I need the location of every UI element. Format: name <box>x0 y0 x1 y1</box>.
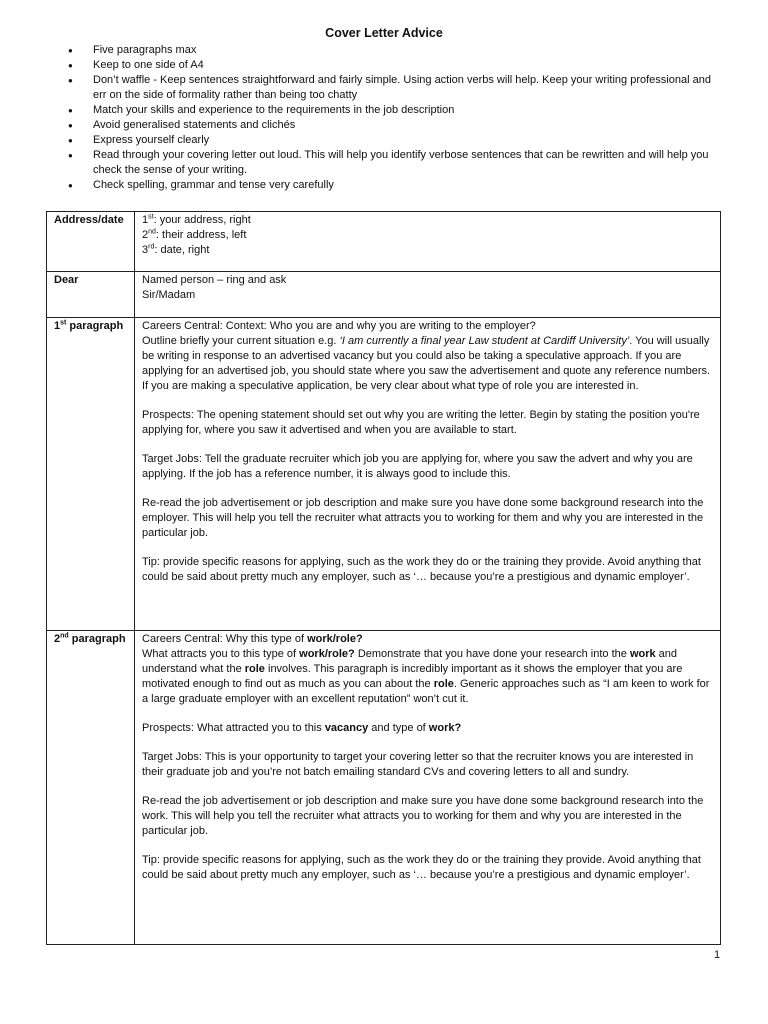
paragraph-2-prospects: Prospects: What attracted you to this vacancy and type of work? <box>142 722 462 734</box>
row-label-paragraph-2: 2nd paragraph <box>47 631 135 945</box>
careers-central-body: Outline briefly your current situation e.g. ‘I am currently a final year Law student at Cardiff University’. You will usually be writing in response to an advertised vacancy but you could also be taking a speculative approach. If you are applying for an advertised job, you should state where you saw the advertisement and quote any reference numbers. If you are making a speculative application, be very clear about what type of role you are interested in. <box>142 335 711 392</box>
table-row-paragraph-2 <box>47 631 721 945</box>
paragraph-1-reread: Re-read the job advertisement or job description and make sure you have done some background research into the employer. This will help you tell the recruiter what attracts you to working for them and why you are interested in the particular job. <box>142 497 704 539</box>
row-label-dear: Dear <box>47 272 135 318</box>
paragraph-2-cell <box>135 631 721 945</box>
list-item: ● Keep to one side of A4 <box>68 58 718 73</box>
page-title: Cover Letter Advice <box>325 26 443 40</box>
paragraph-1-target-jobs: Target Jobs: Tell the graduate recruiter which job you are applying for, where you saw the advert and why you are applying. If the job has a reference number, it is always good to include this. <box>142 453 693 480</box>
list-item: ● Five paragraphs max <box>68 43 718 58</box>
address-line-3: 3rd: date, right <box>142 243 210 256</box>
careers-central-body: What attracts you to this type of work/role? Demonstrate that you have done your research into the work and understand what the role involves. This paragraph is incredibly important as it shows the employer that you are motivated enough to find out as much as you can about the role. Generic approaches such as “I am keen to work for a large graduate employer with an excellent reputation” won’t cut it. <box>142 648 710 705</box>
address-line-2: 2nd: their address, left <box>142 228 247 241</box>
list-item: ● Check spelling, grammar and tense very carefully <box>68 178 718 193</box>
paragraph-1-careers-central <box>142 319 713 394</box>
table-row-address <box>47 212 721 272</box>
careers-central-heading: Careers Central: Why this type of work/role? <box>142 633 363 645</box>
paragraph-2-tip: Tip: provide specific reasons for applying, such as the work they do or the training they provide. Avoid anything that could be said about pretty much any employer, such as ‘… because you’re a prestigious and dynamic employer’. <box>142 854 701 881</box>
paragraph-1-cell <box>135 318 721 631</box>
advice-bullet-list <box>68 43 718 193</box>
list-item: ● Avoid generalised statements and clichés <box>68 118 718 133</box>
address-cell <box>135 212 721 272</box>
page-number: 1 <box>714 949 721 961</box>
row-label-paragraph-1: 1st paragraph <box>47 318 135 631</box>
paragraph-2-target-jobs: Target Jobs: This is your opportunity to target your covering letter so that the recruiter knows you are interested in their graduate job and you’re not batch emailing standard CVs and covering letters to all and sundry. <box>142 751 694 778</box>
careers-central-heading: Careers Central: Context: Who you are and why you are writing to the employer? <box>142 320 536 332</box>
paragraph-2-careers-central <box>142 632 713 707</box>
table-row-dear <box>47 272 721 318</box>
table-row-paragraph-1 <box>47 318 721 631</box>
dear-line-2: Sir/Madam <box>142 289 196 301</box>
list-item: ● Don’t waffle - Keep sentences straightforward and fairly simple. Using action verbs will help. Keep your writing professional and err on the side of formality rather than being too chatty <box>68 73 718 103</box>
dear-line-1: Named person – ring and ask <box>142 274 287 286</box>
list-item: ● Match your skills and experience to the requirements in the job description <box>68 103 718 118</box>
dear-cell <box>135 272 721 318</box>
list-item: ● Express yourself clearly <box>68 133 718 148</box>
paragraph-1-tip: Tip: provide specific reasons for applying, such as the work they do or the training they provide. Avoid anything that could be said about pretty much any employer, such as ‘… because you’re a prestigious and dynamic employer’. <box>142 556 701 583</box>
cover-letter-structure-table <box>46 211 721 945</box>
paragraph-1-prospects: Prospects: The opening statement should set out why you are writing the letter. Begin by stating the position you're applying for, where you saw it advertised and when you are available to start. <box>142 409 700 436</box>
row-label-address: Address/date <box>47 212 135 272</box>
paragraph-2-reread: Re-read the job advertisement or job description and make sure you have done some background research into the work. This will help you tell the recruiter what attracts you to working for them and why you are interested in the particular job. <box>142 795 704 837</box>
list-item: ● Read through your covering letter out loud. This will help you identify verbose sentences that can be rewritten and will help you check the sense of your writing. <box>68 148 718 178</box>
address-line-1: 1st: your address, right <box>142 213 251 226</box>
